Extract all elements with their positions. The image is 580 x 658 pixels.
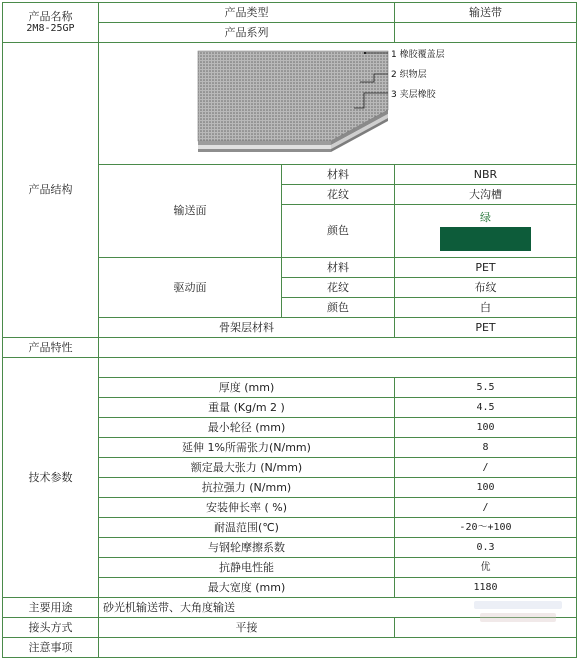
- tech-param-value: 1180: [395, 578, 577, 598]
- product-name-value: 2M8-25GP: [26, 22, 75, 34]
- tech-param-name: 抗静电性能: [99, 558, 395, 578]
- conveying-color-cell: [395, 205, 577, 258]
- tech-param-value: 8: [395, 438, 577, 458]
- tech-params-label: 技术参数: [3, 358, 99, 598]
- spec-table: [2, 2, 577, 658]
- drive-surface-label: 驱动面: [99, 258, 282, 318]
- skeleton-value: PET: [395, 318, 577, 338]
- drive-material-label: 材料: [282, 258, 395, 278]
- layer-label-3: 3 夹层橡胶: [390, 90, 436, 100]
- tech-param-name: 耐温范围(℃): [99, 518, 395, 538]
- conveying-material-label: 材料: [282, 165, 395, 185]
- tech-param-value: 0.3: [395, 538, 577, 558]
- layer-label-1: 1 橡胶覆盖层: [390, 50, 445, 60]
- tech-param-name: 重量 (Kg/m 2 ): [99, 398, 395, 418]
- characteristics-value: [99, 338, 577, 358]
- product-type-value: 输送带: [395, 3, 577, 23]
- drive-material-value: PET: [395, 258, 577, 278]
- drive-pattern-value: 布纹: [395, 278, 577, 298]
- product-name-cell: [3, 3, 99, 43]
- notes-value: [99, 638, 577, 658]
- conveying-surface-label: 输送面: [99, 165, 282, 258]
- joint-label: 接头方式: [3, 618, 99, 638]
- drive-color-label: 颜色: [282, 298, 395, 318]
- usage-label: 主要用途: [3, 598, 99, 618]
- tech-param-value: 100: [395, 478, 577, 498]
- tech-param-name: 安装伸长率 ( %): [99, 498, 395, 518]
- drive-pattern-label: 花纹: [282, 278, 395, 298]
- layer-label-2: 2 织物层: [390, 70, 427, 80]
- conveying-material-value: NBR: [395, 165, 577, 185]
- drive-color-value: 白: [395, 298, 577, 318]
- tech-spacer-row: [99, 358, 577, 378]
- product-series-value: [395, 23, 577, 43]
- conveying-pattern-label: 花纹: [282, 185, 395, 205]
- tech-param-value: 优: [395, 558, 577, 578]
- tech-param-name: 最小轮径 (mm): [99, 418, 395, 438]
- product-series-label: 产品系列: [99, 23, 395, 43]
- structure-label: 产品结构: [3, 43, 99, 338]
- tech-param-name: 厚度 (mm): [99, 378, 395, 398]
- belt-layer-diagram: [188, 46, 488, 161]
- tech-param-value: /: [395, 498, 577, 518]
- conveying-color-value: 绿: [480, 210, 491, 224]
- product-name-label: 产品名称: [28, 9, 73, 23]
- notes-label: 注意事项: [3, 638, 99, 658]
- tech-param-value: 5.5: [395, 378, 577, 398]
- product-type-label: 产品类型: [99, 3, 395, 23]
- tech-param-name: 最大宽度 (mm): [99, 578, 395, 598]
- color-swatch: [440, 227, 531, 251]
- structure-diagram-cell: [99, 43, 577, 165]
- tech-param-name: 与钢轮摩擦系数: [99, 538, 395, 558]
- tech-param-value: 4.5: [395, 398, 577, 418]
- skeleton-label: 骨架层材料: [99, 318, 395, 338]
- tech-param-value: -20～+100: [395, 518, 577, 538]
- tech-param-value: 100: [395, 418, 577, 438]
- tech-param-name: 延伸 1%所需张力(N/mm): [99, 438, 395, 458]
- tech-param-name: 额定最大张力 (N/mm): [99, 458, 395, 478]
- conveying-color-label: 颜色: [282, 205, 395, 258]
- usage-value: 砂光机输送带、大角度输送: [99, 598, 577, 618]
- conveying-pattern-value: 大沟槽: [395, 185, 577, 205]
- characteristics-label: 产品特性: [3, 338, 99, 358]
- tech-param-value: /: [395, 458, 577, 478]
- tech-param-name: 抗拉强力 (N/mm): [99, 478, 395, 498]
- joint-value: 平接: [99, 618, 395, 638]
- site-watermark-logo: [470, 597, 566, 627]
